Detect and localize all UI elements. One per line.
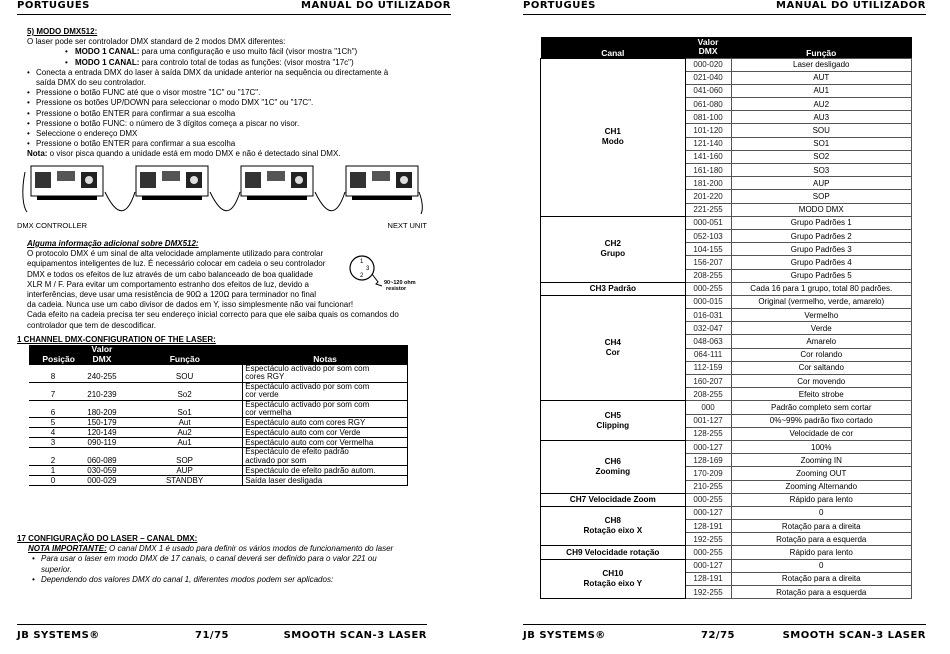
steps-list (27, 68, 388, 150)
dmx-value-cell: 112-159 (685, 361, 731, 374)
function-cell: Verde (731, 322, 912, 335)
dmx-value-cell: 041-060 (685, 84, 731, 97)
function-cell: Grupo Padrões 5 (731, 269, 912, 282)
function-cell: Grupo Padrões 1 (731, 216, 912, 229)
step-item: • Pressione o botão ENTER para confirmar a sua escolha (27, 139, 388, 149)
footer-product: SMOOTH SCAN-3 LASER (782, 630, 926, 641)
table-row (541, 559, 912, 572)
function-cell: AU1 (731, 84, 912, 97)
step-item: • Pressione o botão ENTER para confirmar a sua escolha (27, 109, 388, 119)
cable-in (23, 172, 27, 212)
header-title: MANUAL DO UTILIZADOR (776, 0, 926, 11)
dmx-value-cell: 128-255 (685, 427, 731, 440)
channel-cell: CH4 Cor (541, 295, 686, 401)
function-cell: Original (vermelho, verde, amarelo) (731, 295, 912, 308)
function-cell: AU2 (731, 98, 912, 111)
function-cell: Cor rolando (731, 348, 912, 361)
function-cell: AU3 (731, 111, 912, 124)
function-cell: MODO DMX (731, 203, 912, 216)
dmx-value-cell: 000-255 (685, 282, 731, 295)
function-cell: Grupo Padrões 2 (731, 229, 912, 242)
header-title: MANUAL DO UTILIZADOR (301, 0, 451, 11)
section-17-heading: 17 CONFIGURAÇÃO DO LASER – CANAL DMX: (17, 534, 198, 543)
function-cell: Velocidade de cor (731, 427, 912, 440)
dmx-value-cell: 000-051 (685, 216, 731, 229)
dmx-value-cell: 210-255 (685, 480, 731, 493)
function-cell: Cor saltando (731, 361, 912, 374)
section-5-heading: 5) MODO DMX512: (27, 27, 98, 36)
dmx-value-cell: 181-200 (685, 177, 731, 190)
function-cell: Rápido para lento (731, 546, 912, 559)
col-funcao: Função (731, 37, 912, 58)
dmx-value-cell: 208-255 (685, 269, 731, 282)
function-cell: Cada 16 para 1 grupo, total 80 padrões. (731, 282, 912, 295)
dmx-value-cell: 201-220 (685, 190, 731, 203)
dmx-info-heading: Alguma informação adicional sobre DMX512: (27, 239, 199, 248)
col-funcao: Função (127, 345, 243, 365)
header-language: PORTUGUÊS (17, 0, 90, 11)
dmx-value-cell: 000-020 (685, 58, 731, 71)
dmx-value-cell: 000-127 (685, 440, 731, 453)
function-cell: Padrão completo sem cortar (731, 401, 912, 414)
table-row: 6 180-209 So1 Espectáculo activado por som com cor vermelha (29, 400, 408, 418)
dmx-value-cell: 121-140 (685, 137, 731, 150)
col-posicao: Posição (29, 345, 77, 365)
dmx-value-cell: 000 (685, 401, 731, 414)
page-footer (17, 624, 427, 645)
function-cell: 100% (731, 440, 912, 453)
section-17 (17, 534, 393, 585)
channel-cell: CH1 Modo (541, 58, 686, 216)
function-cell: Efeito strobe (731, 388, 912, 401)
table-row (541, 493, 912, 506)
dmx-value-cell: 170-209 (685, 467, 731, 480)
cable-3 (315, 192, 345, 211)
table-row: 7 210-239 So2 Espectáculo activado por som com cor verde (29, 382, 408, 400)
dmx-value-cell: 052-103 (685, 229, 731, 242)
step-item: • Pressione o botão FUNC: o número de 3 dígitos começa a piscar no visor. (27, 119, 388, 129)
dmx-info-line: DMX e todos os efeitos de luz através de um cabo balanceado de boa qualidade (27, 269, 313, 279)
section-17-bullets (17, 554, 393, 585)
dmx-value-cell: 000-127 (685, 506, 731, 519)
mode-list (27, 47, 388, 67)
dmx-info-line: controlador que tem de descodificar. (27, 320, 156, 330)
dmx-value-cell: 141-160 (685, 150, 731, 163)
table1-heading: 1 CHANNEL DMX-CONFIGURATION OF THE LASER: (17, 335, 216, 344)
laser-unit-icon (31, 166, 103, 200)
seventeen-channel-table (540, 37, 912, 599)
table-row (541, 506, 912, 519)
cable-out (419, 192, 422, 214)
laser-unit-icon (136, 166, 208, 200)
dmx-value-cell: 128-191 (685, 572, 731, 585)
dmx-info-line: equipamentos inteligentes de luz. É necessário colocar em cadeia o seu controlador (27, 259, 326, 269)
channel-cell: CH2 Grupo (541, 216, 686, 282)
page-header (17, 0, 451, 15)
svg-text:1: 1 (360, 259, 364, 265)
dmx-value-cell: 064-111 (685, 348, 731, 361)
section-5-note: Nota: o visor pisca quando a unidade está em modo DMX e não é detectado sinal DMX. (27, 149, 341, 159)
dmx-value-cell: 048-063 (685, 335, 731, 348)
dmx-value-cell: 000-255 (685, 546, 731, 559)
laser-unit-icon (241, 166, 313, 200)
dmx-value-cell: 128-191 (685, 520, 731, 533)
function-cell: Zooming IN (731, 454, 912, 467)
dmx-value-cell: 221-255 (685, 203, 731, 216)
dmx-value-cell: 001-127 (685, 414, 731, 427)
table-row: 5 150-179 Aut Espectáculo auto com cores RGY (29, 418, 408, 428)
col-valor-dmx: Valor DMX (77, 345, 127, 365)
function-cell: Zooming OUT (731, 467, 912, 480)
function-cell: SOU (731, 124, 912, 137)
dmx-value-cell: 061-080 (685, 98, 731, 111)
step-item: • Pressione os botões UP/DOWN para seleccionar o modo DMX "1C" ou "17C". (27, 98, 388, 108)
dmx-value-cell: 160-207 (685, 375, 731, 388)
dmx-info-line: da cadeia. Nunca use um cabo divisor de dados em Y, isso simplesmente não vai funcionar! (27, 300, 354, 310)
cable-2 (210, 192, 240, 211)
function-cell: 0%~99% padrão fixo cortado (731, 414, 912, 427)
page-header (523, 0, 926, 15)
footer-product: SMOOTH SCAN-3 LASER (283, 630, 427, 641)
table-row: 8 240-255 SOU Espectáculo activado por som com cores RGY (29, 365, 408, 383)
channel-cell: CH5 Clipping (541, 401, 686, 441)
dmx-value-cell: 192-255 (685, 533, 731, 546)
table-row (541, 216, 912, 229)
dmx-value-cell: 016-031 (685, 309, 731, 322)
table-row (541, 295, 912, 308)
channel-cell: CH8 Rotação eixo X (541, 506, 686, 546)
footer-brand: JB SYSTEMS® (523, 630, 606, 641)
footer-page-number: 72/75 (701, 630, 735, 641)
header-language: PORTUGUÊS (523, 0, 596, 11)
dmx-info-line: O protocolo DMX é um sinal de alta velocidade amplamente utilizado para controlar (27, 249, 324, 259)
function-cell: Cor movendo (731, 375, 912, 388)
function-cell: Grupo Padrões 4 (731, 256, 912, 269)
dmx-info-line: Cada efeito na cadeia precisa ter seu endereço inicial correcto para que ele saiba quais os comandos do (27, 310, 399, 320)
function-cell: AUP (731, 177, 912, 190)
svg-text:3: 3 (366, 266, 370, 272)
dmx-value-cell: 000-255 (685, 493, 731, 506)
col-notas: Notas (243, 345, 408, 365)
function-cell: SO2 (731, 150, 912, 163)
function-cell: Vermelho (731, 309, 912, 322)
table-row: 3 090-119 Au1 Espectáculo auto com cor Vermelha (29, 438, 408, 448)
step-item: • Pressione o botão FUNC até que o visor mostre "1C" ou "17C". (27, 88, 388, 98)
table-row: 2 060-089 SOP Espectáculo de efeito padrão activado por som (29, 448, 408, 466)
table-row: 0 000-029 STANDBY Saída laser desligada (29, 476, 408, 486)
function-cell: Amarelo (731, 335, 912, 348)
table-row: 4 120-149 Au2 Espectáculo auto com cor Verde (29, 428, 408, 438)
table-row (541, 282, 912, 295)
dmx-info-line: interferências, deve usar uma resistência de 90Ω a 120Ω para terminador no final (27, 290, 317, 300)
channel-table-body (541, 58, 912, 599)
section-5-intro: O laser pode ser controlador DMX standard de 2 modos DMX diferentes: (27, 37, 286, 47)
dmx-chain-diagram (17, 162, 427, 234)
function-cell: SOP (731, 190, 912, 203)
dmx-value-cell: 192-255 (685, 586, 731, 599)
dmx-info-line: XLR M / F. Para evitar um comportamento estranho dos efeitos de luz, devido a (27, 279, 309, 289)
function-cell: Rotação para a direita (731, 572, 912, 585)
dmx-value-cell: 000-015 (685, 295, 731, 308)
channel-cell: CH7 Velocidade Zoom (541, 493, 686, 506)
col-canal: Canal (541, 37, 686, 58)
svg-text:2: 2 (360, 273, 364, 279)
channel-cell: CH3 Padrão (541, 282, 686, 295)
resistor-label: 90~120 ohm (384, 280, 416, 286)
function-cell: 0 (731, 506, 912, 519)
step-item: • Seleccione o endereço DMX (27, 129, 388, 139)
resistor-label-2: resistor (386, 286, 407, 292)
function-cell: Grupo Padrões 3 (731, 243, 912, 256)
laser-unit-icon (346, 166, 418, 200)
dmx-value-cell: 000-127 (685, 559, 731, 572)
mode-item: • MODO 1 CANAL: para uma configuração e uso muito fácil (visor mostra "1Ch") (27, 47, 388, 57)
function-cell: Laser desligado (731, 58, 912, 71)
dmx-info (27, 239, 399, 331)
function-cell: SO1 (731, 137, 912, 150)
function-cell: 0 (731, 559, 912, 572)
table-row: 1 030-059 AUP Espectáculo de efeito padrão autom. (29, 466, 408, 476)
channel-cell: CH9 Velocidade rotação (541, 546, 686, 559)
function-cell: Zooming Alternando (731, 480, 912, 493)
table-row (541, 401, 912, 414)
next-unit-label: NEXT UNIT (387, 221, 427, 230)
dmx-value-cell: 128-169 (685, 454, 731, 467)
bullet-item: • Dependendo dos valores DMX do canal 1, diferentes modos podem ser aplicados: (32, 575, 393, 585)
table-row (541, 546, 912, 559)
bullet-item: • Para usar o laser em modo DMX de 17 canais, o canal deverá ser definido para o valor 221 ou superior. (32, 554, 393, 574)
footer-brand: JB SYSTEMS® (17, 630, 100, 641)
function-cell: SO3 (731, 164, 912, 177)
channel-cell: CH10 Rotação eixo Y (541, 559, 686, 599)
function-cell: Rotação para a esquerda (731, 586, 912, 599)
step-item: • Conecta a entrada DMX do laser à saída DMX da unidade anterior na sequência ou directamente à saída DMX do seu controlador. (27, 68, 388, 88)
section-5 (27, 27, 388, 160)
one-channel-table (29, 345, 408, 486)
table-row (541, 58, 912, 71)
dmx-value-cell: 104-155 (685, 243, 731, 256)
function-cell: Rotação para a direita (731, 520, 912, 533)
channel-cell: CH6 Zooming (541, 440, 686, 493)
function-cell: Rotação para a esquerda (731, 533, 912, 546)
dmx-value-cell: 161-180 (685, 164, 731, 177)
function-cell: Rápido para lento (731, 493, 912, 506)
table-row (541, 440, 912, 453)
dmx-value-cell: 156-207 (685, 256, 731, 269)
page-footer (523, 624, 926, 645)
dmx-value-cell: 208-255 (685, 388, 731, 401)
dmx-controller-label: DMX CONTROLLER (17, 221, 88, 230)
col-valor-dmx: Valor DMX (685, 37, 731, 58)
dmx-value-cell: 032-047 (685, 322, 731, 335)
footer-page-number: 71/75 (195, 630, 229, 641)
dmx-value-cell: 081-100 (685, 111, 731, 124)
xlr-resistor-icon (348, 252, 428, 294)
cable-1 (105, 192, 135, 211)
mode-item: • MODO 1 CANAL: para controlo total de todas as funções: (visor mostra "17c") (27, 58, 388, 68)
dmx-value-cell: 101-120 (685, 124, 731, 137)
function-cell: AUT (731, 71, 912, 84)
section-17-note: NOTA IMPORTANTE: O canal DMX 1 é usado para definir os vários modos de funcionamento do laser (28, 544, 394, 554)
dmx-value-cell: 021-040 (685, 71, 731, 84)
